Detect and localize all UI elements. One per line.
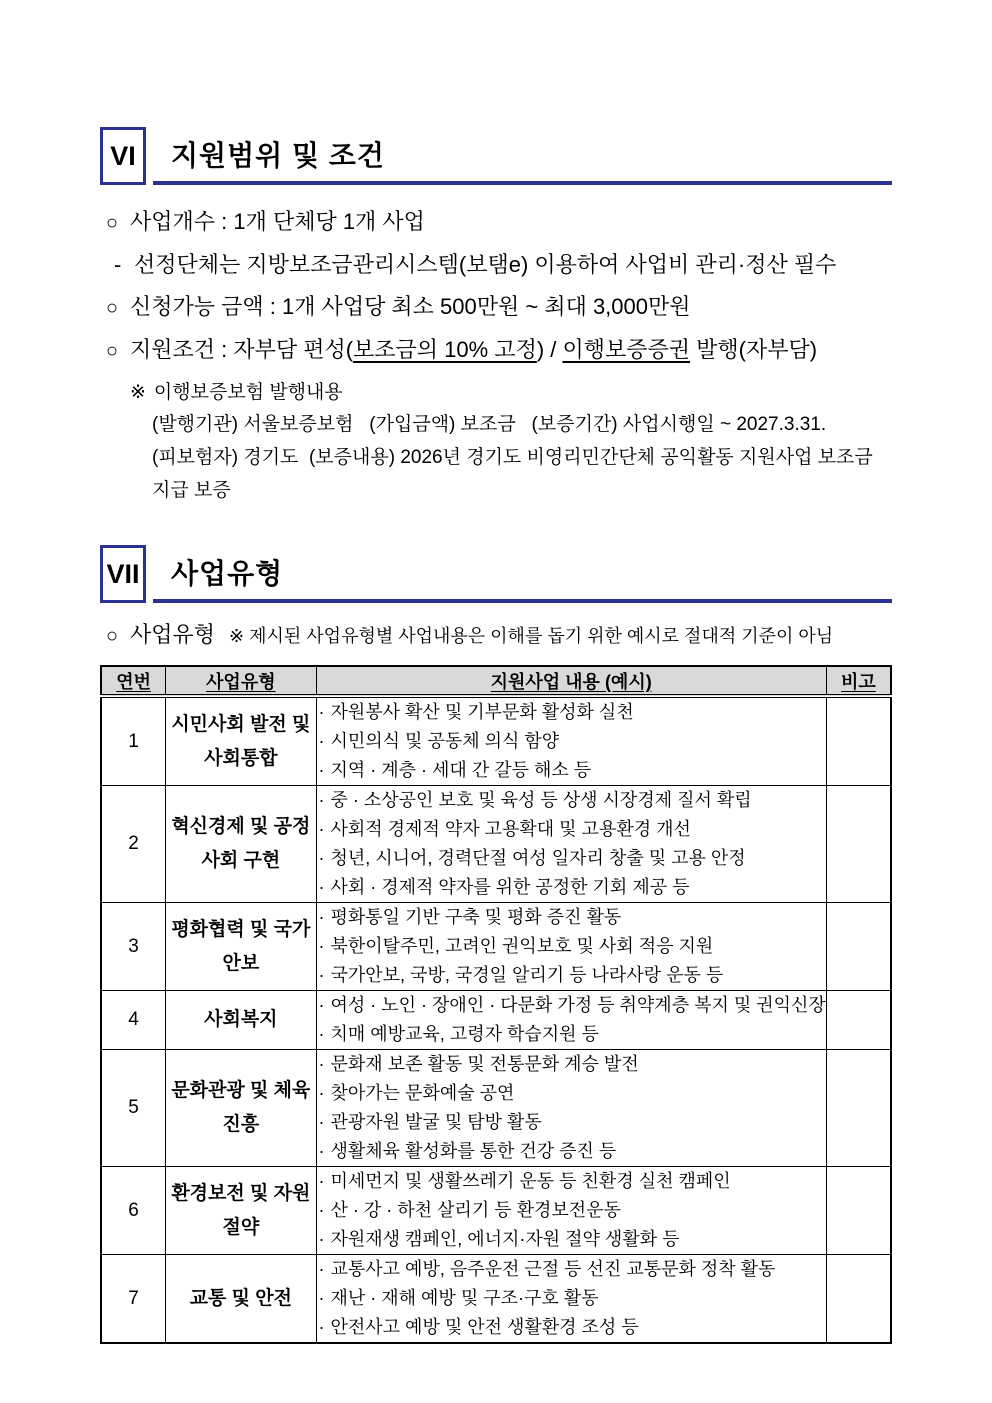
note-detail-line: (발행기관) 서울보증보험 (가입금액) 보조금 (보증기간) 사업시행일 ~ 2027.3.31. (152, 414, 827, 435)
middle-dot-bullet-icon: · (318, 1024, 325, 1044)
content-item-text: 미세먼지 및 생활쓰레기 운동 등 친환경 실천 캠페인 (330, 1171, 731, 1191)
note-title-line (100, 378, 892, 408)
column-header: 사업유형 (166, 666, 316, 696)
circle-bullet-icon: ○ (106, 212, 119, 234)
content-item (317, 1020, 826, 1049)
middle-dot-bullet-icon: · (318, 1141, 325, 1161)
content-item (317, 1196, 826, 1225)
content-item-text: 국가안보, 국방, 국경일 알리기 등 나라사랑 운동 등 (330, 965, 724, 985)
project-type-cell: 교통 및 안전 (166, 1255, 316, 1344)
middle-dot-bullet-icon: · (318, 760, 325, 780)
table-row (101, 696, 891, 786)
column-header: 연번 (101, 666, 166, 696)
content-item-text: 지역 · 계층 · 세대 간 갈등 해소 등 (330, 760, 592, 780)
content-item-text: 재난 · 재해 예방 및 구조·구호 활동 (330, 1288, 599, 1308)
content-item (317, 1255, 826, 1284)
section7-title: 사업유형 (171, 558, 284, 589)
section6-title-underline (153, 127, 892, 185)
content-item (317, 1137, 826, 1166)
content-item (317, 991, 826, 1020)
content-item-text: 사회 · 경제적 약자를 위한 공정한 기회 제공 등 (330, 877, 690, 897)
content-item (317, 932, 826, 961)
content-item-text: 여성 · 노인 · 장애인 · 다문화 가정 등 취약계층 복지 및 권익신장 (330, 995, 826, 1015)
content-item (317, 815, 826, 844)
middle-dot-bullet-icon: · (318, 731, 325, 751)
table-row (101, 1255, 891, 1344)
remark-cell (826, 1050, 891, 1167)
section6-bullet-list (100, 201, 892, 372)
row-number-cell: 3 (101, 903, 166, 991)
content-item (317, 756, 826, 785)
table-header-row (101, 666, 891, 696)
middle-dot-bullet-icon: · (318, 995, 325, 1015)
section7-header (100, 545, 892, 603)
remark-cell (826, 1255, 891, 1344)
middle-dot-bullet-icon: · (318, 965, 325, 985)
middle-dot-bullet-icon: · (318, 1288, 325, 1308)
table-row (101, 1050, 891, 1167)
content-item (317, 727, 826, 756)
bullet-item (100, 244, 892, 286)
middle-dot-bullet-icon: · (318, 790, 325, 810)
table-row (101, 786, 891, 903)
content-item (317, 786, 826, 815)
bullet-text-segment: 지원조건 : 자부담 편성( (130, 337, 354, 362)
reference-mark: ※ (229, 626, 245, 646)
middle-dot-bullet-icon: · (318, 702, 325, 722)
bullet-item (100, 286, 892, 329)
section-project-types (100, 545, 892, 1344)
dash-bullet-icon: - (114, 252, 122, 277)
row-number-cell: 6 (101, 1167, 166, 1255)
bullet-text-segment: ) / (536, 337, 563, 362)
section6-title: 지원범위 및 조건 (171, 140, 385, 171)
remark-cell (826, 903, 891, 991)
column-header: 비고 (826, 666, 891, 696)
project-content-cell (316, 1167, 826, 1255)
content-item-text: 관광자원 발굴 및 탐방 활동 (330, 1112, 542, 1132)
section-support-scope (100, 127, 892, 507)
middle-dot-bullet-icon: · (318, 1229, 325, 1249)
project-type-cell: 환경보전 및 자원절약 (166, 1167, 316, 1255)
table-row (101, 991, 891, 1050)
middle-dot-bullet-icon: · (318, 1200, 325, 1220)
content-item-text: 평화통일 기반 구축 및 평화 증진 활동 (330, 907, 622, 927)
note-title: 이행보증보험 발행내용 (153, 382, 343, 403)
content-item-text: 치매 예방교육, 고령자 학습지원 등 (330, 1024, 599, 1044)
bullet-text-segment: 이행보증증권 (562, 337, 691, 362)
bullet-item (100, 329, 892, 372)
row-number-cell: 4 (101, 991, 166, 1050)
content-item-text: 문화재 보존 활동 및 전통문화 계승 발전 (330, 1054, 639, 1074)
section6-numeral: VI (110, 140, 136, 171)
middle-dot-bullet-icon: · (318, 877, 325, 897)
project-type-intro-line (100, 620, 892, 651)
middle-dot-bullet-icon: · (318, 1054, 325, 1074)
section7-numeral-box (100, 545, 146, 603)
project-content-cell (316, 1050, 826, 1167)
content-item (317, 1167, 826, 1196)
remark-cell (826, 696, 891, 786)
circle-bullet-icon: ○ (106, 297, 119, 319)
content-item (317, 1050, 826, 1079)
remark-cell (826, 1167, 891, 1255)
section6-numeral-box (100, 127, 146, 185)
bullet-text-segment: 발행(자부담) (690, 337, 818, 362)
project-type-cell: 문화관광 및 체육진흥 (166, 1050, 316, 1167)
project-content-cell (316, 991, 826, 1050)
content-item (317, 961, 826, 990)
intro-reference-note (229, 626, 833, 646)
middle-dot-bullet-icon: · (318, 1259, 325, 1279)
middle-dot-bullet-icon: · (318, 907, 325, 927)
table-body (101, 696, 891, 1343)
project-type-cell: 사회복지 (166, 991, 316, 1050)
project-content-cell (316, 696, 826, 786)
middle-dot-bullet-icon: · (318, 1083, 325, 1103)
content-item-text: 중 · 소상공인 보호 및 육성 등 상생 시장경제 질서 확립 (330, 790, 752, 810)
bullet-text-segment: 보조금의 10% 고정 (353, 337, 537, 362)
middle-dot-bullet-icon: · (318, 1317, 325, 1337)
column-header: 지원사업 내용 (예시) (316, 666, 826, 696)
content-item (317, 903, 826, 932)
middle-dot-bullet-icon: · (318, 848, 325, 868)
content-item-text: 사회적 경제적 약자 고용확대 및 고용환경 개선 (330, 819, 691, 839)
content-item (317, 1108, 826, 1137)
project-types-table (100, 665, 892, 1344)
content-item (317, 698, 826, 727)
reference-mark: ※ (130, 382, 146, 403)
content-item (317, 873, 826, 902)
note-detail-line: (피보험자) 경기도 (보증내용) 2026년 경기도 비영리민간단체 공익활동 지원사업 보조금 지급 보증 (152, 447, 879, 501)
content-item-text: 안전사고 예방 및 안전 생활환경 조성 등 (330, 1317, 639, 1337)
content-item-text: 자원봉사 확산 및 기부문화 활성화 실천 (330, 702, 634, 722)
content-item (317, 1284, 826, 1313)
content-item-text: 북한이탈주민, 고려인 권익보호 및 사회 적응 지원 (330, 936, 714, 956)
section7-title-underline (153, 545, 892, 603)
project-type-cell: 평화협력 및 국가안보 (166, 903, 316, 991)
bullet-text-segment: 신청가능 금액 : 1개 사업당 최소 500만원 ~ 최대 3,000만원 (130, 294, 691, 319)
project-type-cell: 시민사회 발전 및 사회통합 (166, 696, 316, 786)
content-item (317, 1313, 826, 1342)
content-item-text: 시민의식 및 공동체 의식 함양 (330, 731, 560, 751)
content-item-text: 생활체육 활성화를 통한 건강 증진 등 (330, 1141, 617, 1161)
bullet-item (100, 201, 892, 244)
project-type-cell: 혁신경제 및 공정사회 구현 (166, 786, 316, 903)
middle-dot-bullet-icon: · (318, 936, 325, 956)
project-content-cell (316, 1255, 826, 1344)
row-number-cell: 2 (101, 786, 166, 903)
content-item (317, 1079, 826, 1108)
content-item-text: 청년, 시니어, 경력단절 여성 일자리 창출 및 고용 안정 (330, 848, 746, 868)
project-content-cell (316, 786, 826, 903)
content-item-text: 자원재생 캠페인, 에너지·자원 절약 생활화 등 (330, 1229, 680, 1249)
row-number-cell: 7 (101, 1255, 166, 1344)
middle-dot-bullet-icon: · (318, 1171, 325, 1191)
row-number-cell: 5 (101, 1050, 166, 1167)
table-header-row (101, 666, 891, 696)
table-row (101, 903, 891, 991)
bullet-text-segment: 사업개수 : 1개 단체당 1개 사업 (130, 209, 425, 234)
remark-cell (826, 991, 891, 1050)
content-item-text: 산 · 강 · 하천 살리기 등 환경보전운동 (330, 1200, 621, 1220)
note-detail-lines (100, 408, 892, 507)
content-item-text: 찾아가는 문화예술 공연 (330, 1083, 515, 1103)
intro-label: 사업유형 (130, 622, 216, 647)
section7-numeral: VII (106, 558, 140, 589)
table-row (101, 1167, 891, 1255)
middle-dot-bullet-icon: · (318, 819, 325, 839)
surety-insurance-note (100, 378, 892, 507)
project-content-cell (316, 903, 826, 991)
middle-dot-bullet-icon: · (318, 1112, 325, 1132)
circle-bullet-icon: ○ (106, 625, 119, 647)
section6-header (100, 127, 892, 185)
content-item (317, 844, 826, 873)
content-item-text: 교통사고 예방, 음주운전 근절 등 선진 교통문화 정착 활동 (330, 1259, 776, 1279)
intro-note-text: 제시된 사업유형별 사업내용은 이해를 돕기 위한 예시로 절대적 기준이 아님 (249, 626, 834, 646)
circle-bullet-icon: ○ (106, 340, 119, 362)
row-number-cell: 1 (101, 696, 166, 786)
content-item (317, 1225, 826, 1254)
remark-cell (826, 786, 891, 903)
bullet-text-segment: 선정단체는 지방보조금관리시스템(보탬e) 이용하여 사업비 관리·정산 필수 (134, 252, 837, 277)
